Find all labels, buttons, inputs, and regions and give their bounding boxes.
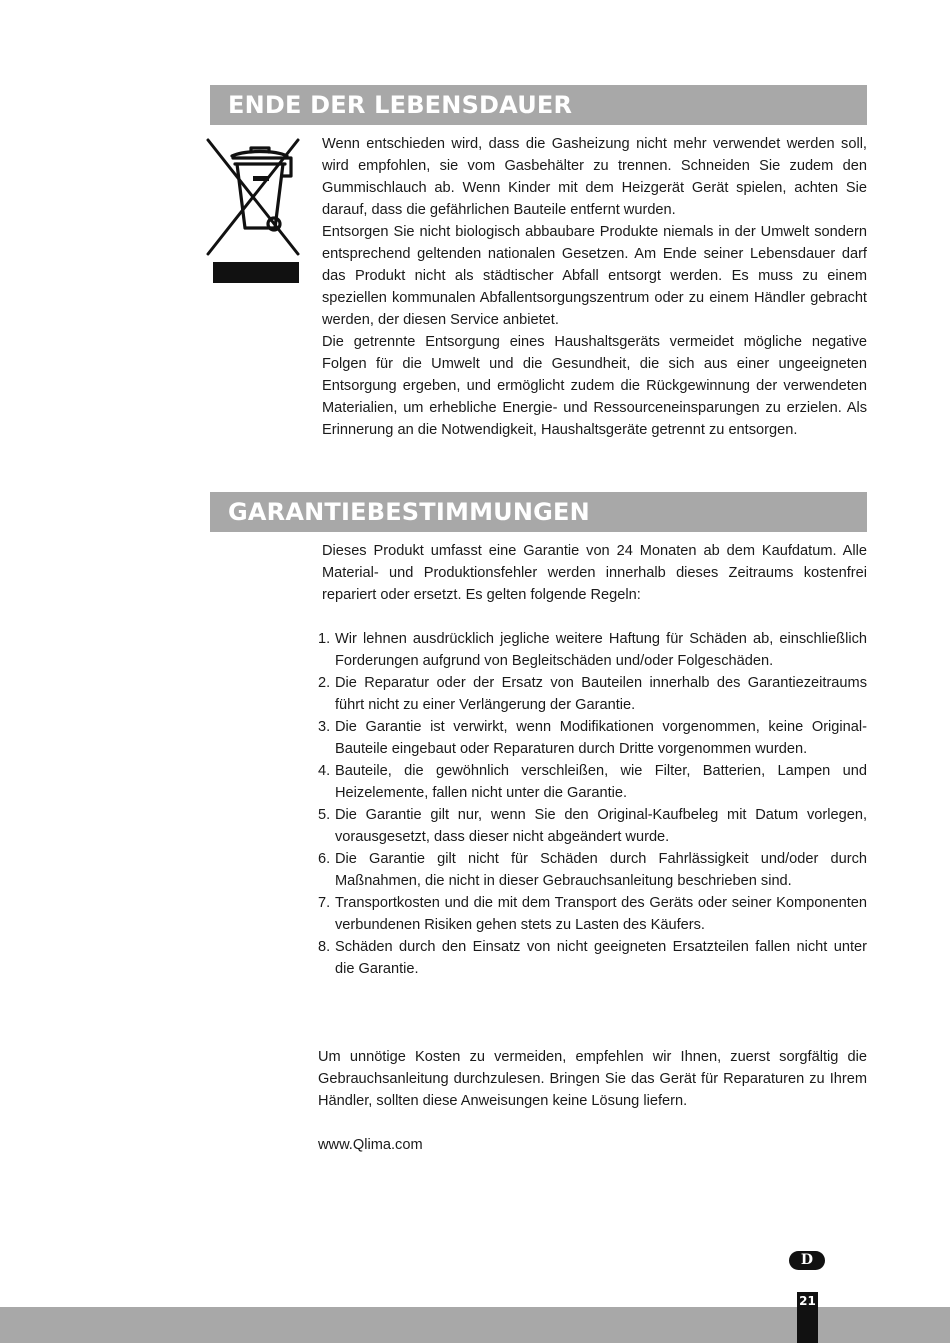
weee-black-bar	[213, 262, 299, 283]
list-number: 4.	[318, 763, 331, 779]
list-text: Transportkosten und die mit dem Transport des Geräts oder seiner Komponenten verbundenen Risiken gehen stets zu Lasten des Käufers.	[335, 895, 867, 933]
list-text: Die Garantie gilt nur, wenn Sie den Original-Kaufbeleg mit Datum vorlegen, vorausgesetzt, dass dieser nicht abgeändert wurde.	[335, 807, 867, 845]
warranty-closing: Um unnötige Kosten zu vermeiden, empfehlen wir Ihnen, zuerst sorgfältig die Gebrauchsanleitung durchzulesen. Bringen Sie das Gerät für Reparaturen zu Ihrem Händler, sollten diese Anweisungen keine Lösung liefern.	[318, 1049, 867, 1109]
crossed-out-wheelie-bin-icon	[205, 136, 301, 266]
list-item	[318, 760, 867, 804]
list-item	[318, 716, 867, 760]
list-text: Wir lehnen ausdrücklich jegliche weitere Haftung für Schäden ab, einschließlich Forderungen aufgrund von Begleitschäden und/oder Folgeschäden.	[335, 631, 867, 669]
list-text: Schäden durch den Einsatz von nicht geeigneten Ersatzteilen fallen nicht unter die Garantie.	[335, 939, 867, 977]
website-link[interactable]: www.Qlima.com	[318, 1137, 423, 1153]
end-of-life-text	[322, 133, 867, 441]
list-text: Die Reparatur oder der Ersatz von Bauteilen innerhalb des Garantiezeitraums führt nicht zu einer Verlängerung der Garantie.	[335, 675, 867, 713]
list-text: Die Garantie ist verwirkt, wenn Modifikationen vorgenommen, keine Original-Bauteile eingebaut oder Reparaturen durch Dritte vorgenommen wurden.	[335, 719, 867, 757]
list-item	[318, 936, 867, 980]
list-item	[318, 892, 867, 936]
list-number: 2.	[318, 675, 331, 691]
page-number: 21	[799, 1294, 816, 1308]
paragraph: Entsorgen Sie nicht biologisch abbaubare Produkte niemals in der Umwelt sondern entsprechend geltenden nationalen Gesetzen. Am Ende seiner Lebensdauer darf das Produkt nicht als städtischer Abfall entsorgt werden. Es muss zu einem speziellen kommunalen Abfallentsorgungszentrum oder zu einem Händler gebracht werden, der diesen Service anbietet.	[322, 224, 867, 328]
warranty-intro: Dieses Produkt umfasst eine Garantie von 24 Monaten ab dem Kaufdatum. Alle Material- und Produktionsfehler werden innerhalb dieses Zeitraums kostenfrei repariert oder ersetzt. Es gelten folgende Regeln:	[322, 543, 867, 603]
list-number: 5.	[318, 807, 331, 823]
list-item	[318, 848, 867, 892]
paragraph: Die getrennte Entsorgung eines Haushaltsgeräts vermeidet mögliche negative Folgen für die Umwelt und die Gesundheit, die sich aus einer ungeeigneten Entsorgung ergeben, und ermöglicht zudem die Rückgewinnung der verwendeten Materialien, um erhebliche Energie- und Ressourceneinsparungen zu erzielen. Als Erinnerung an die Notwendigkeit, Haushaltsgeräte getrennt zu entsorgen.	[322, 334, 867, 438]
list-number: 7.	[318, 895, 331, 911]
list-number: 6.	[318, 851, 331, 867]
list-item	[318, 628, 867, 672]
warranty-rules-list	[318, 628, 867, 980]
list-text: Die Garantie gilt nicht für Schäden durch Fahrlässigkeit und/oder durch Maßnahmen, die nicht in dieser Gebrauchsanleitung beschrieben sind.	[335, 851, 867, 889]
paragraph: Wenn entschieden wird, dass die Gasheizung nicht mehr verwendet werden soll, wird empfohlen, sie vom Gasbehälter zu trennen. Schneiden Sie zudem den Gummischlauch ab. Wenn Kinder mit dem Heizgerät Gerät spielen, achten Sie darauf, dass die gefährlichen Bauteile entfernt wurden.	[322, 136, 867, 218]
list-item	[318, 804, 867, 848]
list-number: 3.	[318, 719, 331, 735]
list-item	[318, 672, 867, 716]
section-title-end-of-life: ENDE DER LEBENSDAUER	[210, 85, 867, 125]
section-title-warranty: GARANTIEBESTIMMUNGEN	[210, 492, 867, 532]
language-badge: D	[789, 1251, 825, 1270]
list-text: Bauteile, die gewöhnlich verschleißen, wie Filter, Batterien, Lampen und Heizelemente, fallen nicht unter die Garantie.	[335, 763, 867, 801]
weee-symbol	[205, 136, 301, 286]
list-number: 1.	[318, 631, 331, 647]
list-number: 8.	[318, 939, 331, 955]
